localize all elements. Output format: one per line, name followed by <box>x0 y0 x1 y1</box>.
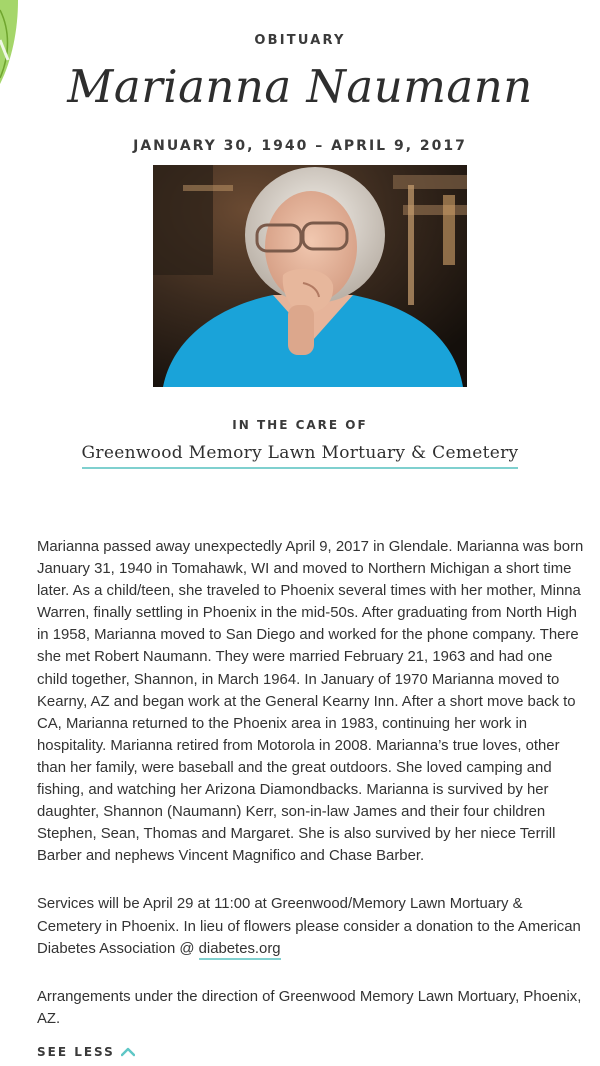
portrait-photo <box>153 165 467 387</box>
life-dates: JANUARY 30, 1940 – APRIL 9, 2017 <box>133 138 467 154</box>
obituary-paragraph: Marianna passed away unexpectedly April 9, 2017 in Glendale. Marianna was born January 31, 1940 in Tomahawk, WI and moved to Northern Michigan a short time later. As a child/teen, she traveled to Phoenix several times with her mother, Minna Warren, finally settling in Phoenix in the mid-50s. After graduating from North High in 1958, Marianna moved to San Diego and worked for the phone company. There she met Robert Naumann. They were married February 21, 1963 and had one child together, Shannon, in March 1964. In January of 1970 Marianna moved to Kearny, AZ and began work at the General Kearny Inn. After a short move back to CA, Marianna returned to the Phoenix area in 1983, continuing her work in hospitality. Marianna retired from Motorola in 2008. Marianna’s true loves, other than her family, were baseball and the great outdoors. She loved camping and fishing, and watching her Arizona Diamondbacks. Marianna is survived by her daughter, Shannon (Naumann) Kerr, son-in-law James and their four children Stephen, Sean, Thomas and Margaret. She is also survived by her niece Terrill Barber and nephews Vincent Magnifico and Chase Barber. <box>37 539 584 865</box>
services-text: Services will be April 29 at 11:00 at Greenwood/Memory Lawn Mortuary & Cemetery in Phoenix. In lieu of flowers please consider a donation to the American Diabetes Association @ <box>37 896 581 957</box>
portrait-image <box>153 165 467 387</box>
diabetes-link[interactable]: diabetes.org <box>199 941 281 960</box>
obituary-body <box>37 536 585 1056</box>
care-label: IN THE CARE OF <box>232 418 368 432</box>
services-paragraph <box>37 893 585 959</box>
see-less-label: SEE LESS <box>37 1045 115 1059</box>
see-less-button[interactable] <box>37 1045 135 1059</box>
chevron-up-icon <box>121 1047 135 1057</box>
arrangements-paragraph: Arrangements under the direction of Greenwood Memory Lawn Mortuary, Phoenix, AZ. <box>37 988 582 1027</box>
obituary-eyebrow: OBITUARY <box>254 33 346 48</box>
deceased-name: Marianna Naumann <box>67 60 533 113</box>
funeral-home-link[interactable]: Greenwood Memory Lawn Mortuary & Cemetery <box>82 443 519 469</box>
